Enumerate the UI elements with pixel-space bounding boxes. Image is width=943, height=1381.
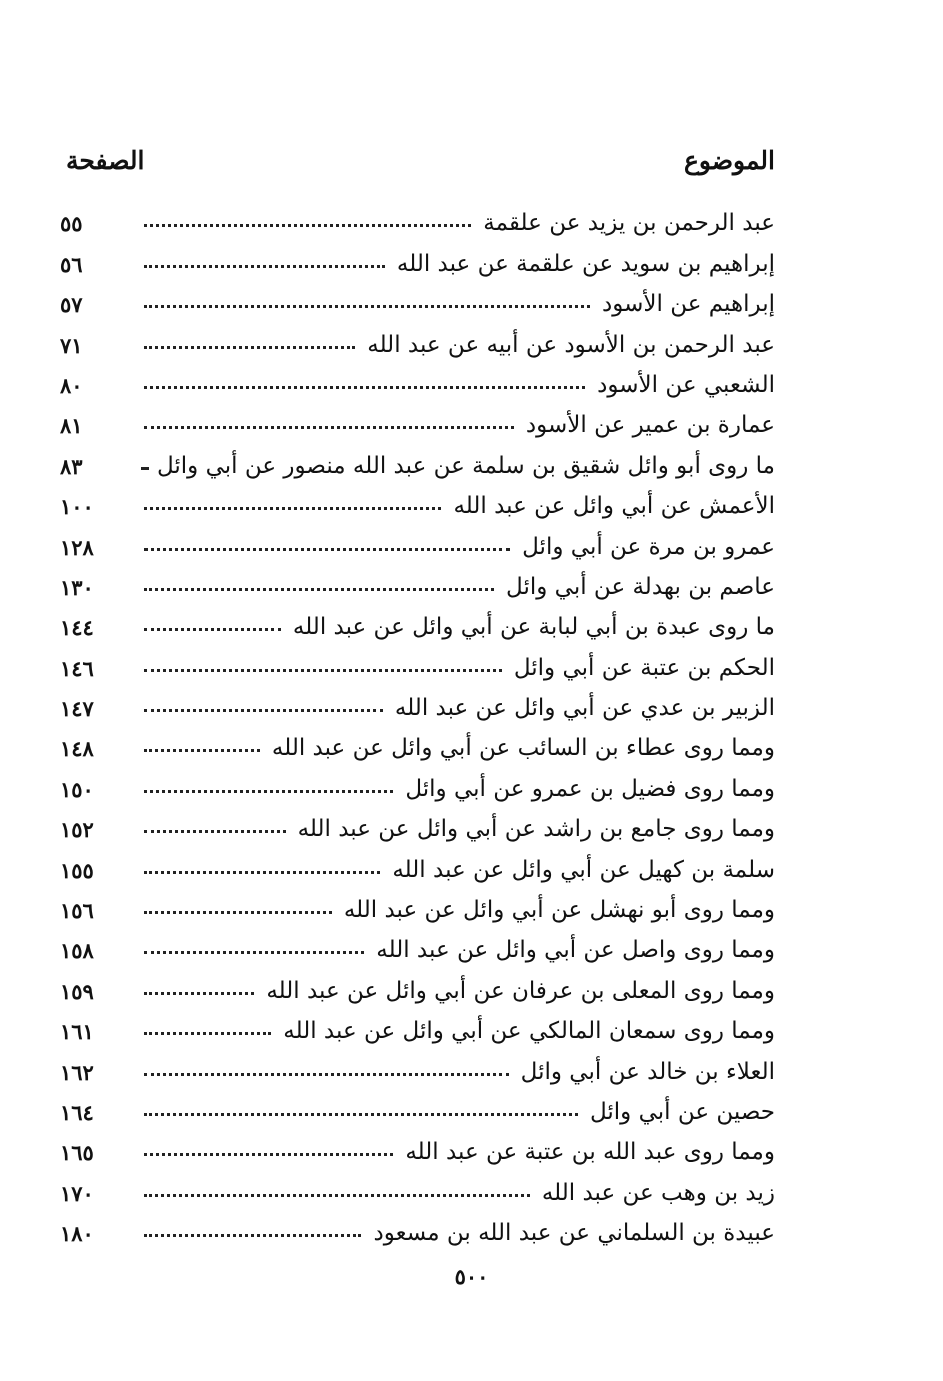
toc-entry: [60, 640, 775, 680]
toc-entry-title: ومما روى أبو نهشل عن أبي وائل عن عبد الله: [343, 897, 775, 924]
dot-leader: [144, 507, 441, 510]
toc-entry: [60, 236, 775, 276]
dot-leader: [144, 588, 494, 591]
toc-entry-page: ١٨٠: [60, 1221, 94, 1247]
toc-entry-page: ٥٧: [60, 292, 83, 318]
dot-leader: [144, 1194, 530, 1197]
toc-entry-page: ١٧٠: [60, 1180, 94, 1206]
page-column-heading: الصفحة: [66, 146, 145, 175]
toc-entry-page: ٨١: [60, 413, 83, 439]
toc-entry: [60, 681, 775, 721]
dot-leader: [144, 265, 385, 268]
toc-entry-page: ١٢٨: [60, 534, 94, 560]
dot-leader: [144, 911, 332, 914]
toc-entry-title: حصين عن أبي وائل: [589, 1098, 775, 1125]
toc-entry-title: العلاء بن خالد عن أبي وائل: [520, 1058, 775, 1085]
toc-entry: [60, 196, 775, 236]
dot-leader: [144, 709, 383, 712]
toc-entry-title: الأعمش عن أبي وائل عن عبد الله: [453, 493, 775, 520]
toc-header: [60, 146, 775, 186]
dot-leader: [144, 467, 145, 470]
toc-entry-page: ٥٥: [60, 211, 83, 237]
toc-entry-page: ٥٦: [60, 251, 83, 277]
toc-entry: [60, 560, 775, 600]
toc-entry: [60, 923, 775, 963]
toc-entry-page: ١٥٨: [60, 938, 94, 964]
toc-entry: [60, 438, 775, 478]
toc-entry-title: ومما روى واصل عن أبي وائل عن عبد الله: [376, 937, 775, 964]
toc-entry: [60, 761, 775, 801]
toc-entry: [60, 1125, 775, 1165]
toc-entry-title: ومما روى سمعان المالكي عن أبي وائل عن عبد الله: [283, 1018, 775, 1045]
toc-entry-title: عمارة بن عمير عن الأسود: [525, 412, 775, 439]
dot-leader: [144, 346, 355, 349]
dot-leader: [144, 951, 364, 954]
toc-entry-title: عمرو بن مرة عن أبي وائل: [522, 533, 775, 560]
toc-entry-page: ١٤٤: [60, 615, 94, 641]
dot-leader: [144, 628, 281, 631]
toc-entry-page: ١٥٩: [60, 978, 94, 1004]
toc-entry-title: ومما روى عطاء بن السائب عن أبي وائل عن عبد الله: [271, 735, 775, 762]
toc-entry: [60, 721, 775, 761]
dot-leader: [144, 426, 514, 429]
toc-entry-title: ومما روى المعلى بن عرفان عن أبي وائل عن عبد الله: [266, 977, 775, 1004]
toc-entry-title: إبراهيم عن الأسود: [601, 291, 775, 318]
toc-entry-page: ١٦٥: [60, 1140, 94, 1166]
toc-entry-title: الزبير بن عدي عن أبي وائل عن عبد الله: [394, 695, 775, 722]
toc-entry-page: ١٥٢: [60, 817, 94, 843]
dot-leader: [144, 1113, 578, 1116]
toc-entry: [60, 1206, 775, 1246]
toc-entry: [60, 317, 775, 357]
dot-leader: [144, 871, 380, 874]
toc-entry: [60, 277, 775, 317]
dot-leader: [144, 992, 254, 995]
toc-entry-title: ومما روى فضيل بن عمرو عن أبي وائل: [405, 775, 775, 802]
toc-entry: [60, 358, 775, 398]
toc-entry: [60, 519, 775, 559]
dot-leader: [144, 669, 502, 672]
toc-entry-title: عبد الرحمن بن يزيد عن علقمة: [483, 210, 775, 237]
toc-entry-page: ١٦١: [60, 1019, 94, 1045]
toc-entry-title: ما روى أبو وائل شقيق بن سلمة عن عبد الله منصور عن أبي وائل: [156, 452, 775, 479]
toc-entry-title: سلمة بن كهيل عن أبي وائل عن عبد الله: [392, 856, 775, 883]
toc-entry: [60, 1004, 775, 1044]
dot-leader: [144, 1073, 509, 1076]
toc-entry-page: ٧١: [60, 332, 83, 358]
toc-entry-page: ١٥٦: [60, 898, 94, 924]
dot-leader: [144, 790, 393, 793]
toc-entry-title: عبيدة بن السلماني عن عبد الله بن مسعود: [373, 1220, 775, 1247]
toc-entry-page: ١٤٧: [60, 696, 94, 722]
toc-entry-page: ٨٠: [60, 372, 83, 398]
toc-entry-title: ومما روى جامع بن راشد عن أبي وائل عن عبد الله: [297, 816, 775, 843]
table-of-contents: [60, 196, 775, 1246]
toc-entry-title: ما روى عبدة بن أبي لبابة عن أبي وائل عن عبد الله: [292, 614, 775, 641]
toc-entry-title: زيد بن وهب عن عبد الله: [541, 1179, 775, 1206]
toc-entry-title: عاصم بن بهدلة عن أبي وائل: [506, 573, 775, 600]
toc-entry-title: الحكم بن عتبة عن أبي وائل: [513, 654, 775, 681]
toc-entry: [60, 479, 775, 519]
toc-entry-page: ١٣٠: [60, 574, 94, 600]
toc-entry-page: ١٤٦: [60, 655, 94, 681]
toc-entry: [60, 1085, 775, 1125]
toc-entry-page: ١٦٤: [60, 1099, 94, 1125]
dot-leader: [144, 749, 260, 752]
toc-entry-title: إبراهيم بن سويد عن علقمة عن عبد الله: [396, 250, 775, 277]
dot-leader: [144, 548, 510, 551]
toc-entry-title: الشعبي عن الأسود: [597, 371, 775, 398]
toc-entry-page: ١٤٨: [60, 736, 94, 762]
toc-entry: [60, 1044, 775, 1084]
dot-leader: [144, 1153, 393, 1156]
toc-entry: [60, 842, 775, 882]
toc-entry: [60, 963, 775, 1003]
toc-entry: [60, 802, 775, 842]
dot-leader: [144, 386, 585, 389]
toc-entry: [60, 398, 775, 438]
toc-entry-page: ١٥٥: [60, 857, 94, 883]
toc-entry-page: ١٦٢: [60, 1059, 94, 1085]
dot-leader: [144, 1032, 271, 1035]
toc-entry-page: ٨٣: [60, 453, 83, 479]
toc-entry: [60, 883, 775, 923]
dot-leader: [144, 1234, 361, 1237]
dot-leader: [144, 830, 286, 833]
toc-entry-title: عبد الرحمن بن الأسود عن أبيه عن عبد الله: [367, 331, 775, 358]
toc-entry-title: ومما روى عبد الله بن عتبة عن عبد الله: [405, 1139, 775, 1166]
dot-leader: [144, 305, 590, 308]
subject-column-heading: الموضوع: [684, 146, 775, 175]
toc-entry: [60, 1165, 775, 1205]
toc-entry-page: ١٥٠: [60, 776, 94, 802]
toc-entry: [60, 600, 775, 640]
dot-leader: [144, 224, 471, 227]
toc-entry-page: ١٠٠: [60, 494, 94, 520]
page-number: ٥٠٠: [454, 1264, 489, 1289]
